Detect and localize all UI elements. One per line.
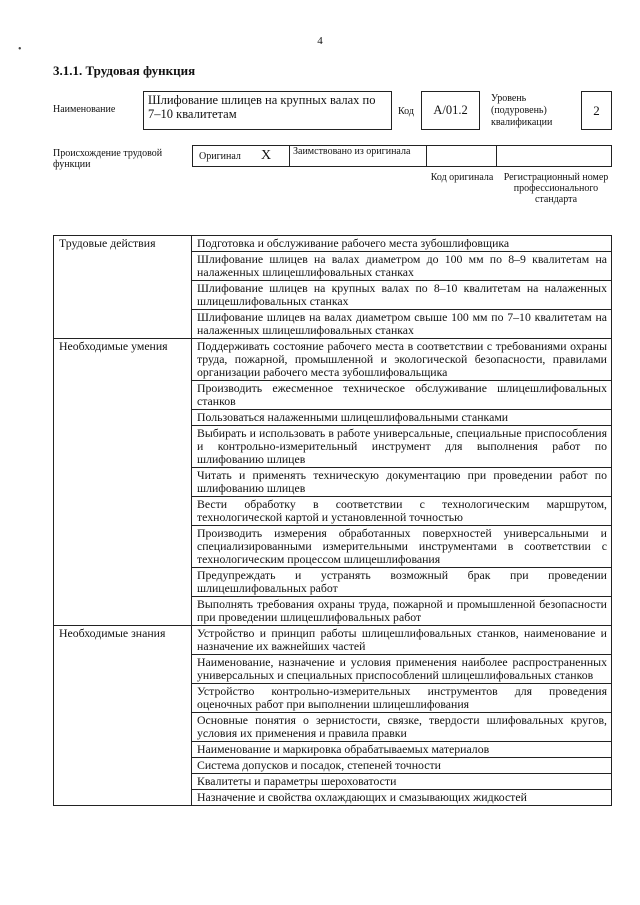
item-cell: Назначение и свойства охлаждающих и смазывающих жидкостей <box>192 790 612 806</box>
category-cell: Необходимые умения <box>54 339 192 626</box>
level-label: Уровень (подуровень) квалификации <box>491 93 553 128</box>
code-label: Код <box>398 106 414 117</box>
item-cell: Предупреждать и устранять возможный брак при проведении шлицешлифовальных работ <box>192 568 612 597</box>
origin-label: Происхождение трудовой функции <box>53 148 163 170</box>
code-field: А/01.2 <box>421 91 480 130</box>
borrowed-cell <box>289 146 427 166</box>
item-cell: Поддерживать состояние рабочего места в соответствии с требованиями охраны труда, пожарной, промышленной и экологической безопасности, правилами организации рабочего места зубошлифовальщика <box>192 339 612 381</box>
function-table-body <box>54 236 612 806</box>
item-cell: Производить ежесменное техническое обслуживание шлицешлифовальных станков <box>192 381 612 410</box>
item-cell: Вести обработку в соответствии с технологическим маршрутом, технологической картой и установленной точностью <box>192 497 612 526</box>
original-code-cell <box>426 146 497 166</box>
function-name-field: Шлифование шлицев на крупных валах по 7–10 квалитетам <box>143 91 392 130</box>
item-cell: Шлифование шлицев на валах диаметром свыше 100 мм по 7–10 квалитетам на налаженных шлицешлифовальных станках <box>192 310 612 339</box>
item-cell: Выбирать и использовать в работе универсальные, специальные приспособления и контрольно-измерительный инструмент для выполнения работ по шлифованию шлицев <box>192 426 612 468</box>
item-cell: Система допусков и посадок, степеней точности <box>192 758 612 774</box>
borrowed-label: Заимствовано из оригинала <box>293 146 411 157</box>
scan-mark: • <box>18 44 22 55</box>
item-cell: Подготовка и обслуживание рабочего места зубошлифовщика <box>192 236 612 252</box>
item-cell: Наименование, назначение и условия применения наиболее распространенных универсальных и специальных приспособлений шлицешлифовальных станков <box>192 655 612 684</box>
item-cell: Основные понятия о зернистости, связке, твердости шлифовальных кругов, условия их применения и правила правки <box>192 713 612 742</box>
category-cell: Трудовые действия <box>54 236 192 339</box>
category-cell: Необходимые знания <box>54 626 192 806</box>
item-cell: Шлифование шлицев на крупных валах по 8–10 квалитетам на налаженных шлицешлифовальных станках <box>192 281 612 310</box>
item-cell: Производить измерения обработанных поверхностей универсальными и специализированными измерительными инструментами в соответствии с технологическим процессом шлицешлифования <box>192 526 612 568</box>
page-number: 4 <box>317 35 323 47</box>
item-cell: Шлифование шлицев на валах диаметром до 100 мм по 8–9 квалитетам на налаженных шлицешлифовальных станках <box>192 252 612 281</box>
table-row <box>54 236 612 252</box>
item-cell: Устройство контрольно-измерительных инструментов для проведения оценочных работ при выполнении шлицешлифования <box>192 684 612 713</box>
function-table <box>53 235 612 806</box>
item-cell: Выполнять требования охраны труда, пожарной и промышленной безопасности при проведении шлицешлифовальных работ <box>192 597 612 626</box>
original-label: Оригинал <box>199 151 241 162</box>
item-cell: Пользоваться налаженными шлицешлифовальными станками <box>192 410 612 426</box>
name-label: Наименование <box>53 104 116 115</box>
item-cell: Читать и применять техническую документацию при проведении работ по шлифованию шлицев <box>192 468 612 497</box>
item-cell: Наименование и маркировка обрабатываемых материалов <box>192 742 612 758</box>
section-title: 3.1.1. Трудовая функция <box>53 63 196 78</box>
level-field: 2 <box>581 91 612 130</box>
origin-box <box>192 145 612 167</box>
item-cell: Квалитеты и параметры шероховатости <box>192 774 612 790</box>
original-mark: X <box>261 148 272 163</box>
code-caption: Код оригинала <box>430 172 494 183</box>
table-row <box>54 339 612 381</box>
table-row <box>54 626 612 655</box>
original-cell <box>193 146 290 166</box>
reg-caption: Регистрационный номер профессионального стандарта <box>503 172 609 205</box>
item-cell: Устройство и принцип работы шлицешлифовальных станков, наименование и назначение их важнейших частей <box>192 626 612 655</box>
